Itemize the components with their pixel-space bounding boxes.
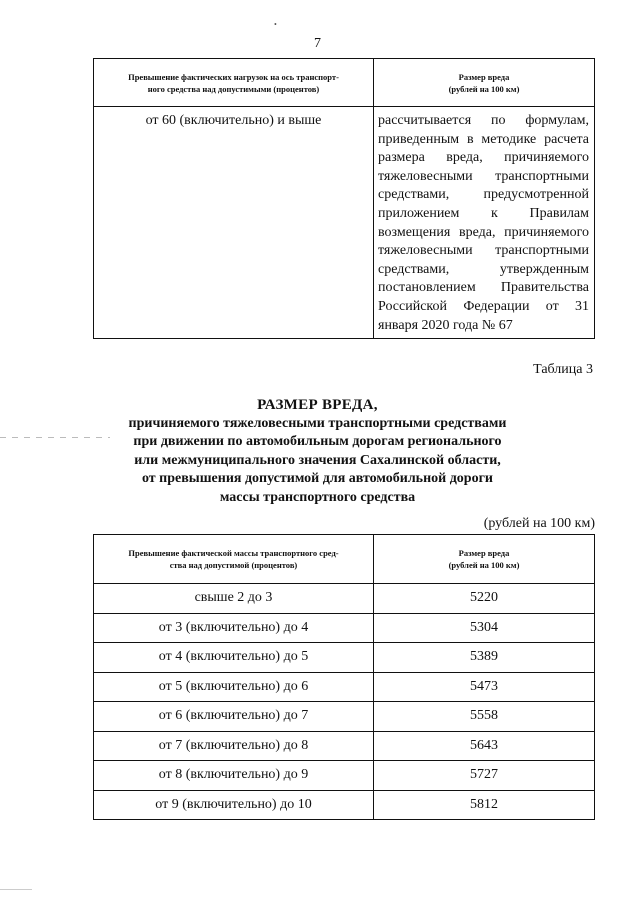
title-line: или межмуниципального значения Сахалинской области, (134, 452, 501, 468)
header-mass-excess: Превышение фактической массы транспортного сред- ства над допустимой (процентов) (94, 535, 374, 584)
table-row (94, 107, 595, 339)
table-row (94, 584, 595, 614)
row-formula-text: рассчитывается по формулам, приведенным в методике расчета размера вреда, причиняемого тяжеловесными транспортными средствами, предусмотренной приложением к Правилам возмещения вреда, причиняемого тяжеловесными транспортными средствами, утвержденным постановлением Правительства Российской Федерации от 31 января 2020 года № 67 (374, 107, 595, 339)
table-row (94, 790, 595, 820)
row-value: 5727 (374, 761, 595, 791)
title-line: при движении по автомобильным дорогам регионального (133, 434, 502, 449)
margin-scan-mark (0, 889, 32, 890)
table-label: Таблица 3 (533, 362, 593, 377)
title-line: массы транспортного средства (219, 489, 416, 505)
row-range: от 8 (включительно) до 9 (94, 761, 374, 791)
table-row (94, 672, 595, 702)
table-title (0, 396, 635, 507)
row-range: от 3 (включительно) до 4 (94, 613, 374, 643)
header-harm-amount: Размер вреда (рублей на 100 км) (374, 535, 595, 584)
row-value: 5304 (374, 613, 595, 643)
row-range: от 7 (включительно) до 8 (94, 731, 374, 761)
table-row (94, 613, 595, 643)
row-value: 5643 (374, 731, 595, 761)
harm-table-continued (93, 58, 595, 339)
scan-dot: • (274, 20, 277, 29)
row-value: 5558 (374, 702, 595, 732)
table-header-row (94, 535, 595, 584)
title-line: от превышения допустимой для автомобильной дороги (141, 471, 494, 486)
header-harm-amount: Размер вреда (рублей на 100 км) (374, 59, 595, 107)
title-line: причиняемого тяжеловесными транспортными средствами (128, 415, 507, 431)
row-range: свыше 2 до 3 (94, 584, 374, 614)
row-value: 5473 (374, 672, 595, 702)
row-condition: от 60 (включительно) и выше (94, 107, 374, 339)
row-range: от 9 (включительно) до 10 (94, 790, 374, 820)
row-value: 5389 (374, 643, 595, 673)
table-row (94, 731, 595, 761)
table-row (94, 702, 595, 732)
harm-table-mass (93, 534, 595, 820)
table-row (94, 643, 595, 673)
table-row (94, 761, 595, 791)
row-range: от 4 (включительно) до 5 (94, 643, 374, 673)
title-line: РАЗМЕР ВРЕДА, (257, 397, 378, 413)
unit-label: (рублей на 100 км) (483, 516, 595, 531)
row-value: 5812 (374, 790, 595, 820)
table-header-row (94, 59, 595, 107)
row-value: 5220 (374, 584, 595, 614)
header-axle-load: Превышение фактических нагрузок на ось транспорт- ного средства над допустимыми (процентов) (94, 59, 374, 107)
row-range: от 6 (включительно) до 7 (94, 702, 374, 732)
page-number: 7 (314, 36, 321, 51)
row-range: от 5 (включительно) до 6 (94, 672, 374, 702)
